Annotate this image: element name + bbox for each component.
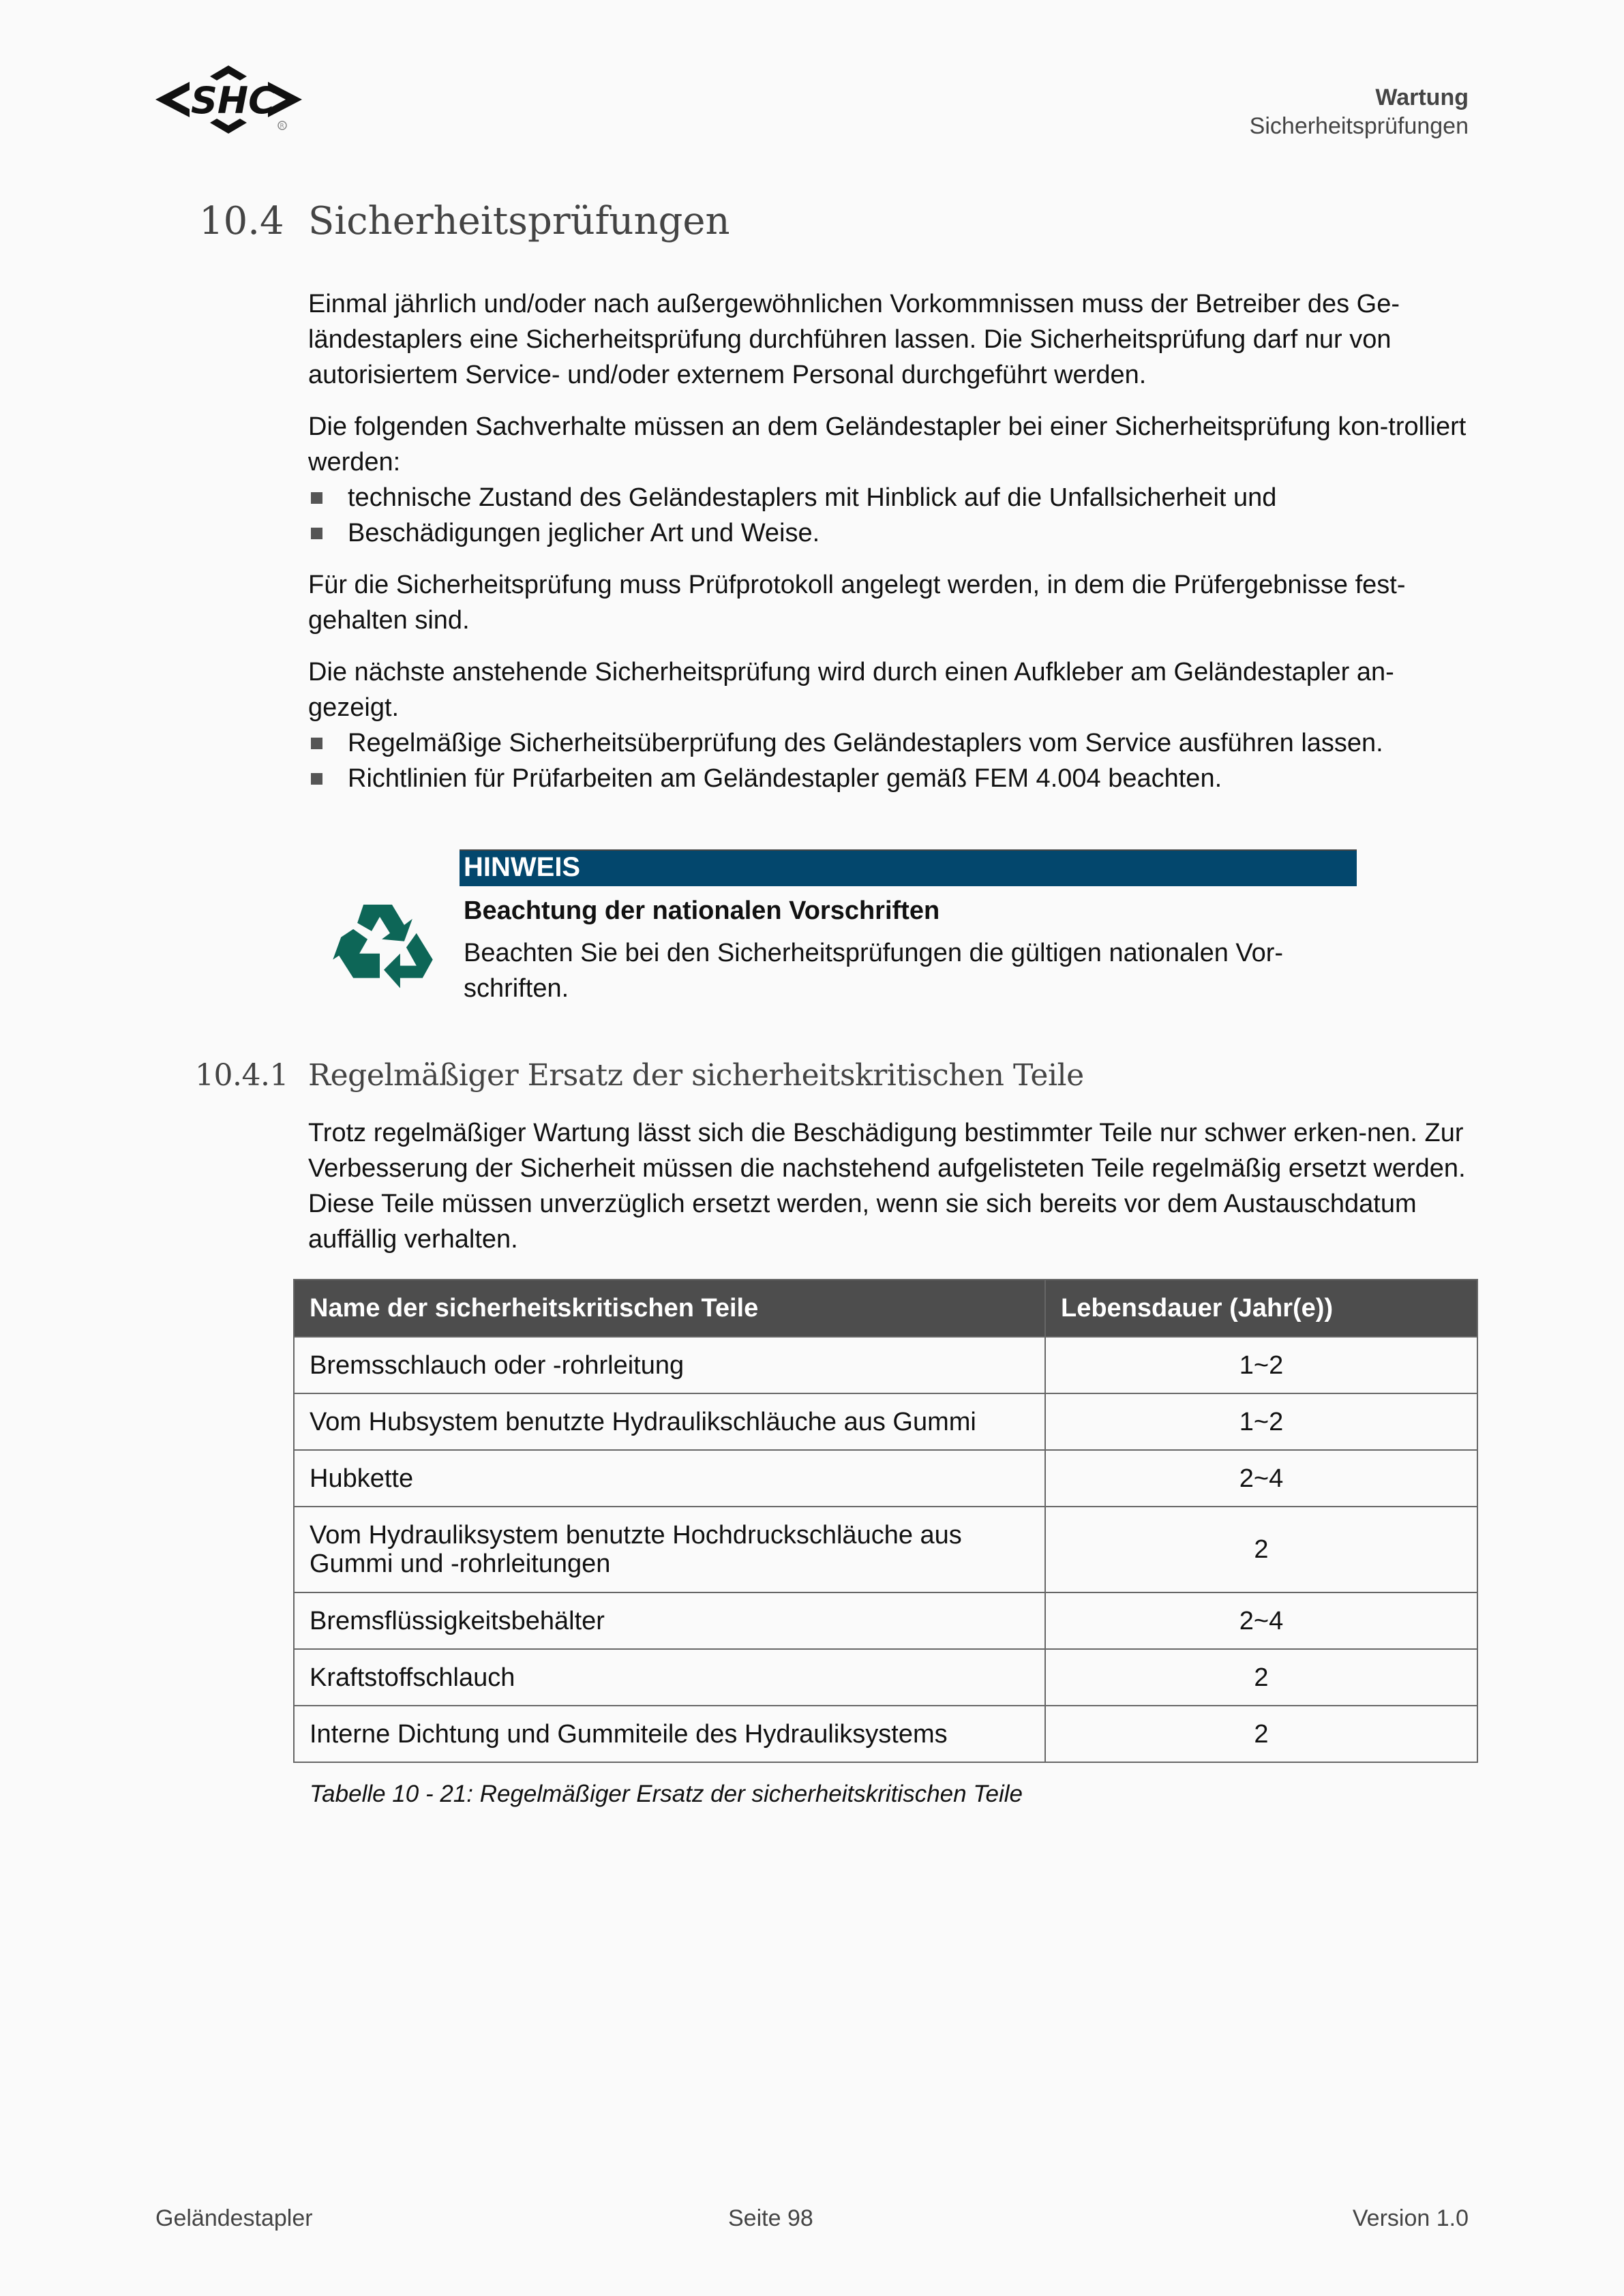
table-row (294, 1649, 1477, 1706)
column-header-name: Name der sicherheitskritischen Teile (294, 1280, 1045, 1337)
company-logo (155, 63, 302, 136)
svg-text:R: R (280, 123, 284, 130)
list-item-text: Richtlinien für Prüfarbeiten am Geländestapler gemäß FEM 4.004 beachten. (348, 764, 1222, 793)
bullet-list (308, 725, 1474, 796)
part-lifetime: 2 (1045, 1649, 1477, 1706)
paragraph: Die nächste anstehende Sicherheitsprüfung wird durch einen Aufkleber am Geländestapler an-gezeigt. (308, 658, 1394, 722)
part-name: Vom Hydrauliksystem benutzte Hochdruckschläuche aus Gummi und -rohrleitungen (294, 1507, 1045, 1592)
table-row (294, 1337, 1477, 1393)
part-name: Bremsschlauch oder -rohrleitung (294, 1337, 1045, 1393)
footer-version: Version 1.0 (1352, 2205, 1469, 2231)
part-name: Hubkette (294, 1450, 1045, 1507)
part-lifetime: 2 (1045, 1706, 1477, 1762)
table-row (294, 1507, 1477, 1592)
running-header (1250, 83, 1469, 140)
part-lifetime: 2 (1045, 1507, 1477, 1592)
notice-label: HINWEIS (464, 852, 581, 882)
list-item-text: technische Zustand des Geländestaplers mit Hinblick auf die Unfallsicherheit und (348, 483, 1277, 512)
bullet-square-icon (311, 773, 322, 785)
part-name: Interne Dichtung und Gummiteile des Hydrauliksystems (294, 1706, 1045, 1762)
part-name: Kraftstoffschlauch (294, 1649, 1045, 1706)
part-name: Bremsflüssigkeitsbehälter (294, 1592, 1045, 1649)
recycle-icon (333, 898, 435, 995)
notice-text: Beachten Sie bei den Sicherheitsprüfungen die gültigen nationalen Vor-schriften. (464, 939, 1284, 1003)
shc-logo-icon (155, 63, 302, 136)
column-header-lifetime: Lebensdauer (Jahr(e)) (1045, 1280, 1477, 1337)
list-item-text: Beschädigungen jeglicher Art und Weise. (348, 519, 820, 547)
bullet-square-icon (311, 492, 322, 504)
footer-page-number: Seite 98 (728, 2205, 813, 2231)
part-lifetime: 2~4 (1045, 1592, 1477, 1649)
paragraph: Einmal jährlich und/oder nach außergewöhnlichen Vorkommnissen muss der Betreiber des Ge-ländestaplers eine Sicherheitsprüfung durchführen lassen. Die Sicherheitsprüfung darf nur von autorisiertem Service- und/oder externem Personal durchgeführt werden. (308, 290, 1400, 389)
bullet-list (308, 480, 1474, 551)
list-item-text: Regelmäßige Sicherheitsüberprüfung des Geländestaplers vom Service ausführen lassen. (348, 729, 1383, 757)
part-lifetime: 1~2 (1045, 1337, 1477, 1393)
part-name: Vom Hubsystem benutzte Hydraulikschläuche aus Gummi (294, 1393, 1045, 1450)
notice-title: Beachtung der nationalen Vorschriften (464, 896, 940, 925)
notice-bar (460, 849, 1357, 886)
subsection-title: Regelmäßiger Ersatz der sicherheitskritischen Teile (308, 1058, 1084, 1093)
table-row (294, 1706, 1477, 1762)
table-row (294, 1393, 1477, 1450)
parts-table (293, 1279, 1478, 1763)
header-section: Sicherheitsprüfungen (1249, 113, 1469, 139)
paragraph: Die folgenden Sachverhalte müssen an dem Geländestapler bei einer Sicherheitsprüfung kon-trolliert werden: (308, 412, 1467, 477)
section-body (308, 286, 1474, 796)
list-item (308, 761, 1474, 796)
subsection-body (308, 1115, 1474, 1257)
list-item (308, 725, 1474, 761)
table-caption: Tabelle 10 - 21: Regelmäßiger Ersatz der sicherheitskritischen Teile (310, 1781, 1023, 1807)
section-heading (199, 199, 730, 243)
header-chapter: Wartung (1375, 85, 1469, 110)
footer-product: Geländestapler (155, 2205, 313, 2231)
bullet-square-icon (311, 528, 322, 539)
table-row (294, 1450, 1477, 1507)
section-number: 10.4 (199, 199, 284, 243)
table-header-row (294, 1280, 1477, 1337)
list-item (308, 480, 1474, 515)
svg-text:SHC: SHC (191, 79, 275, 122)
paragraph: Für die Sicherheitsprüfung muss Prüfprotokoll angelegt werden, in dem die Prüfergebnisse fest-gehalten sind. (308, 571, 1406, 635)
subsection-heading (195, 1058, 1084, 1093)
part-lifetime: 2~4 (1045, 1450, 1477, 1507)
subsection-number: 10.4.1 (195, 1058, 288, 1093)
part-lifetime: 1~2 (1045, 1393, 1477, 1450)
section-title: Sicherheitsprüfungen (308, 199, 730, 243)
table-row (294, 1592, 1477, 1649)
bullet-square-icon (311, 738, 322, 749)
list-item (308, 515, 1474, 551)
paragraph: Trotz regelmäßiger Wartung lässt sich die Beschädigung bestimmter Teile nur schwer erken-nen. Zur Verbesserung der Sicherheit müssen die nachstehend aufgelisteten Teile regelmäßig ersetzt werden. Diese Teile müssen unverzüglich ersetzt werden, wenn sie sich bereits vor dem Austauschdatum auffällig verhalten. (308, 1119, 1466, 1254)
